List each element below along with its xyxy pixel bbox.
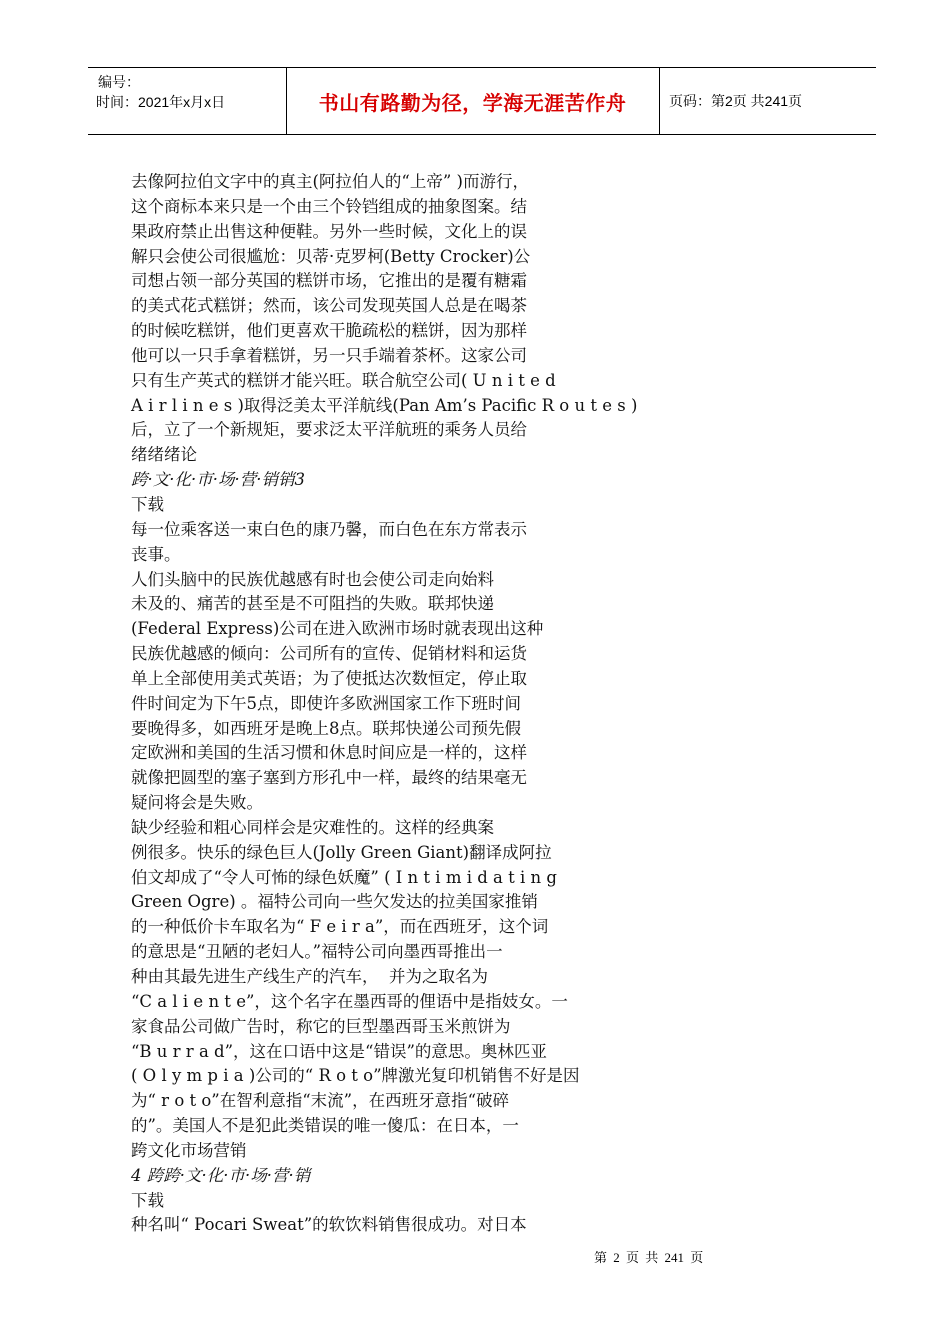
text-line: 的时候吃糕饼，他们更喜欢干脆疏松的糕饼，因为那样	[131, 321, 527, 341]
text-line: 的意思是“丑陋的老妇人。”福特公司向墨西哥推出一	[131, 942, 503, 962]
text-line: 缺少经验和粗心同样会是灾难性的。这样的经典案	[131, 817, 494, 837]
text-line: 每一位乘客送一束白色的康乃馨，而白色在东方常表示	[131, 519, 527, 539]
text-line: 下载	[131, 1190, 164, 1210]
text-line: 的美式花式糕饼；然而，该公司发现英国人总是在喝茶	[131, 296, 527, 316]
page-footer: 第 2 页 共 241 页	[594, 1250, 704, 1265]
text-line: (Federal Express)公司在进入欧洲市场时就表现出这种	[131, 619, 544, 639]
text-line: 单上全部使用美式英语；为了使抵达次数恒定，停止取	[131, 668, 527, 688]
header-number-label: 编号：	[98, 74, 140, 90]
text-line: 解只会使公司很尴尬：贝蒂·克罗柯(Betty Crocker)公	[131, 246, 531, 266]
running-header-line: 跨·文·化·市·场·营·销销3	[131, 470, 305, 490]
text-line: 丧事。	[131, 544, 181, 564]
text-line: 件时间定为下午5点，即使许多欧洲国家工作下班时间	[131, 693, 521, 713]
text-line: ( O l y m p i a )公司的“ R o t o”牌激光复印机销售不好是因	[131, 1066, 580, 1086]
text-line: 果政府禁止出售这种便鞋。另外一些时候，文化上的误	[131, 221, 527, 241]
text-line: 伯文却成了“令人可怖的绿色妖魔” ( I n t i m i d a t i n g	[131, 867, 557, 887]
text-line: 疑问将会是失败。	[131, 793, 263, 813]
text-line: A i r l i n e s )取得泛美太平洋航线(Pan Am’s Pacific R o u t e s )	[131, 395, 638, 415]
text-line: 的一种低价卡车取名为“ F e i r a”，而在西班牙，这个词	[131, 917, 549, 937]
text-line: 跨文化市场营销	[131, 1140, 247, 1160]
text-line: 就像把圆型的塞子塞到方形孔中一样，最终的结果毫无	[131, 768, 527, 788]
text-line: 种名叫“ Pocari Sweat”的软饮料销售很成功。对日本	[131, 1215, 527, 1235]
text-line: 种由其最先进生产线生产的汽车， 并为之取名为	[131, 967, 488, 986]
text-line: 绪绪绪论	[131, 445, 197, 465]
text-line: 后，立了一个新规矩，要求泛太平洋航班的乘务人员给	[131, 420, 527, 440]
text-line: 这个商标本来只是一个由三个铃铛组成的抽象图案。结	[131, 196, 527, 216]
text-line: 他可以一只手拿着糕饼，另一只手端着茶杯。这家公司	[131, 345, 527, 365]
text-line: 要晚得多，如西班牙是晚上8点。联邦快递公司预先假	[131, 718, 521, 738]
text-line: 的”。美国人不是犯此类错误的唯一傻瓜：在日本，一	[131, 1116, 519, 1136]
header-page-info: 页码：第2页 共241页	[669, 93, 803, 109]
text-line: 定欧洲和美国的生活习惯和休息时间应是一样的，这样	[131, 743, 527, 763]
text-line: 民族优越感的倾向：公司所有的宣传、促销材料和运货	[131, 644, 527, 664]
header-time-label: 时间：2021年x月x日	[96, 94, 226, 110]
text-line: 为“ r o t o”在智利意指“末流”，在西班牙意指“破碎	[131, 1091, 510, 1111]
text-line: “B u r r a d”，这在口语中这是“错误”的意思。奥林匹亚	[131, 1041, 547, 1061]
text-line: “C a l i e n t e”，这个名字在墨西哥的俚语中是指妓女。一	[131, 991, 568, 1011]
text-line: 司想占领一部分英国的糕饼市场，它推出的是覆有糖霜	[131, 271, 527, 291]
text-line: 去像阿拉伯文字中的真主(阿拉伯人的“上帝” )而游行，	[131, 172, 529, 191]
text-line: 例很多。快乐的绿色巨人(Jolly Green Giant)翻译成阿拉	[131, 842, 552, 862]
text-line: 家食品公司做广告时，称它的巨型墨西哥玉米煎饼为	[131, 1016, 511, 1036]
page-header	[88, 67, 876, 135]
header-meta-cell	[88, 68, 287, 134]
document-body	[131, 170, 637, 1238]
header-motto: 书山有路勤为径，学海无涯苦作舟	[286, 68, 660, 134]
text-line: 只有生产英式的糕饼才能兴旺。联合航空公司( U n i t e d	[131, 370, 556, 390]
text-line: 未及的、痛苦的甚至是不可阻挡的失败。联邦快递	[131, 594, 494, 614]
running-header-line: 4 跨跨·文·化·市·场·营·销	[131, 1165, 311, 1185]
text-line: 下载	[131, 494, 164, 514]
text-line: 人们头脑中的民族优越感有时也会使公司走向始料	[131, 569, 494, 589]
text-line: Green Ogre) 。福特公司向一些欠发达的拉美国家推销	[131, 892, 538, 912]
